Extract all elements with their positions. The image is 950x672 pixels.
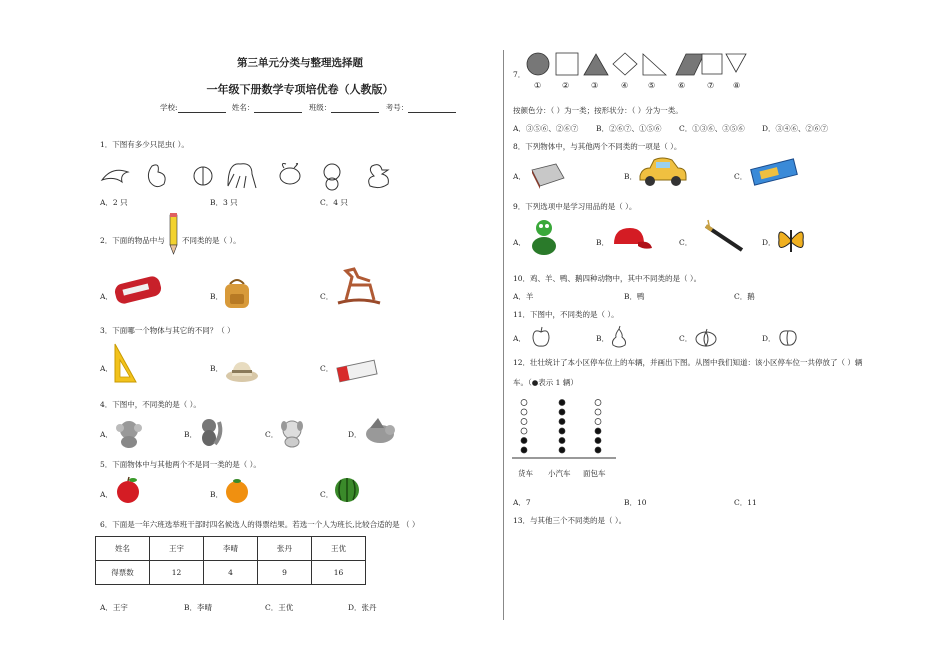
- filled-dot: [521, 447, 527, 453]
- filled-dot: [521, 438, 527, 444]
- exam-no-label: 考号：: [385, 103, 409, 112]
- q6-option-b[interactable]: B．李晴: [184, 603, 213, 612]
- filled-dot: [559, 438, 565, 444]
- down-triangle-shape: [726, 54, 746, 72]
- table-cell: 9: [258, 561, 312, 585]
- filled-dot: [559, 400, 565, 406]
- table-header-cell: 王优: [312, 537, 366, 561]
- shape-num-8: ⑧: [733, 81, 741, 90]
- q11-option-c[interactable]: C．: [679, 334, 693, 343]
- hat-icon: [225, 358, 259, 384]
- name-label: 姓名：: [231, 103, 255, 112]
- q11-text: 11．下图中，不同类的是（ ）。: [513, 310, 619, 319]
- page-title: 第三单元分类与整理选择题: [237, 57, 363, 69]
- q7-label: 7．: [513, 70, 526, 79]
- table-header-cell: 姓名: [96, 537, 150, 561]
- q4-option-a[interactable]: A．: [100, 430, 113, 439]
- q13-text: 13．与其他三个不同类的是（ ）。: [513, 516, 627, 525]
- q6-option-d[interactable]: D．张丹: [348, 603, 377, 612]
- empty-dot: [521, 428, 527, 434]
- q5-text: 5．下面物体中与其他两个不是同一类的是（ ）。: [100, 460, 261, 469]
- small-square-shape: [702, 54, 722, 74]
- q5-option-c[interactable]: C．: [320, 490, 334, 499]
- q1-option-c[interactable]: C．4 只: [320, 198, 348, 207]
- exam-no-field[interactable]: [408, 105, 456, 113]
- dog-icon: [278, 418, 306, 448]
- table-cell: 16: [312, 561, 366, 585]
- q2-option-b[interactable]: B．: [210, 292, 224, 301]
- shape-num-4: ④: [621, 81, 629, 90]
- filled-dot: [595, 438, 601, 444]
- category-label-truck: 货车: [518, 469, 533, 478]
- q5-option-a[interactable]: A．: [100, 490, 113, 499]
- q5-option-b[interactable]: B．: [210, 490, 224, 499]
- table-header-cell: 王宇: [150, 537, 204, 561]
- triangle-shape: [584, 54, 608, 75]
- q3-text: 3．下面哪一个物体与其它的不同？（ ）: [100, 326, 235, 335]
- pencil-case-icon: [113, 272, 165, 306]
- q7-option-d[interactable]: D．③④⑥、②⑥⑦: [762, 124, 829, 133]
- car-icon: [638, 154, 688, 188]
- butterfly-icon: [775, 222, 807, 258]
- q12-option-b[interactable]: B．10: [624, 498, 647, 507]
- peach-outline-icon: [777, 326, 799, 348]
- q7-text: 按颜色分：（ ）为一类；按形状分：（ ）分为一类。: [513, 106, 683, 115]
- table-cell: 12: [150, 561, 204, 585]
- rocking-horse-icon: [334, 267, 384, 307]
- table-header-cell: 张丹: [258, 537, 312, 561]
- school-label: 学校:: [160, 103, 178, 112]
- name-field[interactable]: [254, 105, 302, 113]
- q10-option-a[interactable]: A．羊: [513, 292, 534, 301]
- q11-option-b[interactable]: B．: [596, 334, 610, 343]
- q3-option-c[interactable]: C．: [320, 364, 334, 373]
- q1-option-b[interactable]: B．3 只: [210, 198, 238, 207]
- octopus-icon: [228, 164, 256, 188]
- q7-option-a[interactable]: A．③⑤⑥、②⑥⑦: [513, 124, 579, 133]
- pen-icon: [694, 218, 746, 256]
- empty-dot: [521, 409, 527, 415]
- table-cell: 4: [204, 561, 258, 585]
- q3-option-a[interactable]: A．: [100, 364, 113, 373]
- q7-shapes: [526, 52, 748, 78]
- q6-option-a[interactable]: A．王宇: [100, 603, 128, 612]
- cap-icon: [608, 224, 654, 254]
- q11-option-d[interactable]: D．: [762, 334, 776, 343]
- empty-dot: [595, 419, 601, 425]
- shape-num-3: ③: [591, 81, 599, 90]
- shape-num-5: ⑤: [648, 81, 656, 90]
- q9-text: 9．下列选项中是学习用品的是（ ）。: [513, 202, 637, 211]
- filled-dot: [595, 447, 601, 453]
- pencil-box-icon: [748, 156, 800, 188]
- q8-option-a[interactable]: A．: [513, 172, 526, 181]
- class-field[interactable]: [331, 105, 379, 113]
- q1-text: 1．下图有多少只昆虫( ）。: [100, 140, 189, 149]
- student-info-row: [160, 102, 460, 113]
- vote-table: [95, 536, 366, 585]
- q8-option-c[interactable]: C．: [734, 172, 748, 181]
- pear-outline-icon: [610, 326, 628, 348]
- shape-num-7: ⑦: [707, 81, 715, 90]
- q10-option-b[interactable]: B．鸭: [624, 292, 645, 301]
- q2-option-a[interactable]: A．: [100, 292, 113, 301]
- filled-dot: [559, 447, 565, 453]
- bee-icon: [280, 168, 300, 184]
- book-icon: [528, 160, 568, 190]
- q1-option-a[interactable]: A．2 只: [100, 198, 128, 207]
- empty-dot: [521, 419, 527, 425]
- empty-dot: [595, 400, 601, 406]
- eraser-icon: [334, 358, 380, 384]
- apple-icon: [114, 476, 142, 504]
- q8-option-b[interactable]: B．: [624, 172, 638, 181]
- category-label-van: 面包车: [583, 469, 606, 478]
- duck-icon: [369, 165, 389, 188]
- page-subtitle: 一年级下册数学专项培优卷（人教版）: [206, 83, 394, 96]
- q12-option-c[interactable]: C．11: [734, 498, 757, 507]
- diamond-shape: [613, 53, 637, 75]
- school-field[interactable]: [178, 105, 226, 113]
- q8-text: 8．下列物体中，与其他两个不同类的一项是（ ）。: [513, 142, 682, 151]
- column-divider: [503, 50, 504, 620]
- pumpkin-outline-icon: [694, 328, 718, 348]
- q9-option-a[interactable]: A．: [513, 238, 526, 247]
- category-label-car: 小汽车: [548, 469, 571, 478]
- q9-option-b[interactable]: B．: [596, 238, 610, 247]
- q1-animals-image: [100, 160, 400, 192]
- class-label: 班级：: [308, 103, 332, 112]
- q12-option-a[interactable]: A．7: [513, 498, 531, 507]
- q4-option-b[interactable]: B．: [184, 430, 198, 439]
- q9-option-d[interactable]: D．: [762, 238, 776, 247]
- q7-option-c[interactable]: C．①③⑥、③⑤⑥: [679, 124, 745, 133]
- q11-option-a[interactable]: A．: [513, 334, 526, 343]
- monkey-icon: [114, 418, 144, 448]
- right-triangle-shape: [643, 54, 666, 75]
- table-row: [96, 561, 366, 585]
- shape-num-1: ①: [534, 81, 542, 90]
- q4-option-d[interactable]: D．: [348, 430, 362, 439]
- squirrel-icon: [197, 416, 223, 448]
- shape-num-2: ②: [562, 81, 570, 90]
- filled-dot: [559, 409, 565, 415]
- parallelogram-shape: [676, 54, 704, 75]
- turtle-icon: [526, 218, 562, 258]
- q7-option-b[interactable]: B．②⑥⑦、①⑤⑥: [596, 124, 662, 133]
- filled-dot: [595, 428, 601, 434]
- q4-text: 4．下图中，不同类的是（ ）。: [100, 400, 201, 409]
- backpack-icon: [222, 278, 252, 310]
- q4-option-c[interactable]: C．: [265, 430, 279, 439]
- empty-dot: [521, 400, 527, 406]
- bird-icon: [102, 170, 128, 182]
- table-row: [96, 537, 366, 561]
- pencil-icon: [169, 213, 179, 255]
- bird-icon: [362, 416, 398, 448]
- set-square-icon: [112, 342, 138, 384]
- square-shape: [556, 53, 578, 75]
- circle-shape: [527, 53, 549, 75]
- q10-option-c[interactable]: C．鹅: [734, 292, 755, 301]
- q10-text: 10．鸡、羊、鸭、鹅四种动物中，其中不同类的是（ ）。: [513, 274, 702, 283]
- q2-text: 2．下面的物品中与: [100, 236, 165, 245]
- q6-text: 6．下面是一年六班选举班干部时四名候选人的得票结果。若选一个人为班长,比较合适的是 （ ）: [100, 520, 420, 529]
- q6-option-c[interactable]: C．王优: [265, 603, 294, 612]
- q3-option-b[interactable]: B．: [210, 364, 224, 373]
- empty-dot: [595, 409, 601, 415]
- rabbit-icon: [148, 165, 165, 187]
- q2-text-tail: 不同类的是（ ）。: [182, 236, 241, 245]
- q2-option-c[interactable]: C．: [320, 292, 334, 301]
- shape-num-6: ⑥: [678, 81, 686, 90]
- filled-dot: [559, 428, 565, 434]
- orange-icon: [223, 478, 251, 504]
- watermelon-icon: [333, 476, 361, 504]
- q9-option-c[interactable]: C．: [679, 238, 693, 247]
- apple-outline-icon: [531, 326, 551, 348]
- q12-text: 12．壮壮统计了本小区停车位上的车辆，并画出下图。从图中我们知道：该小区停车位一共停放了（ ）辆: [513, 358, 863, 367]
- table-row-label: 得票数: [96, 561, 150, 585]
- table-header-cell: 李晴: [204, 537, 258, 561]
- parking-pictograph: [512, 394, 622, 462]
- q12-text-2: 车。（●表示 1 辆）: [513, 378, 578, 387]
- filled-dot: [559, 419, 565, 425]
